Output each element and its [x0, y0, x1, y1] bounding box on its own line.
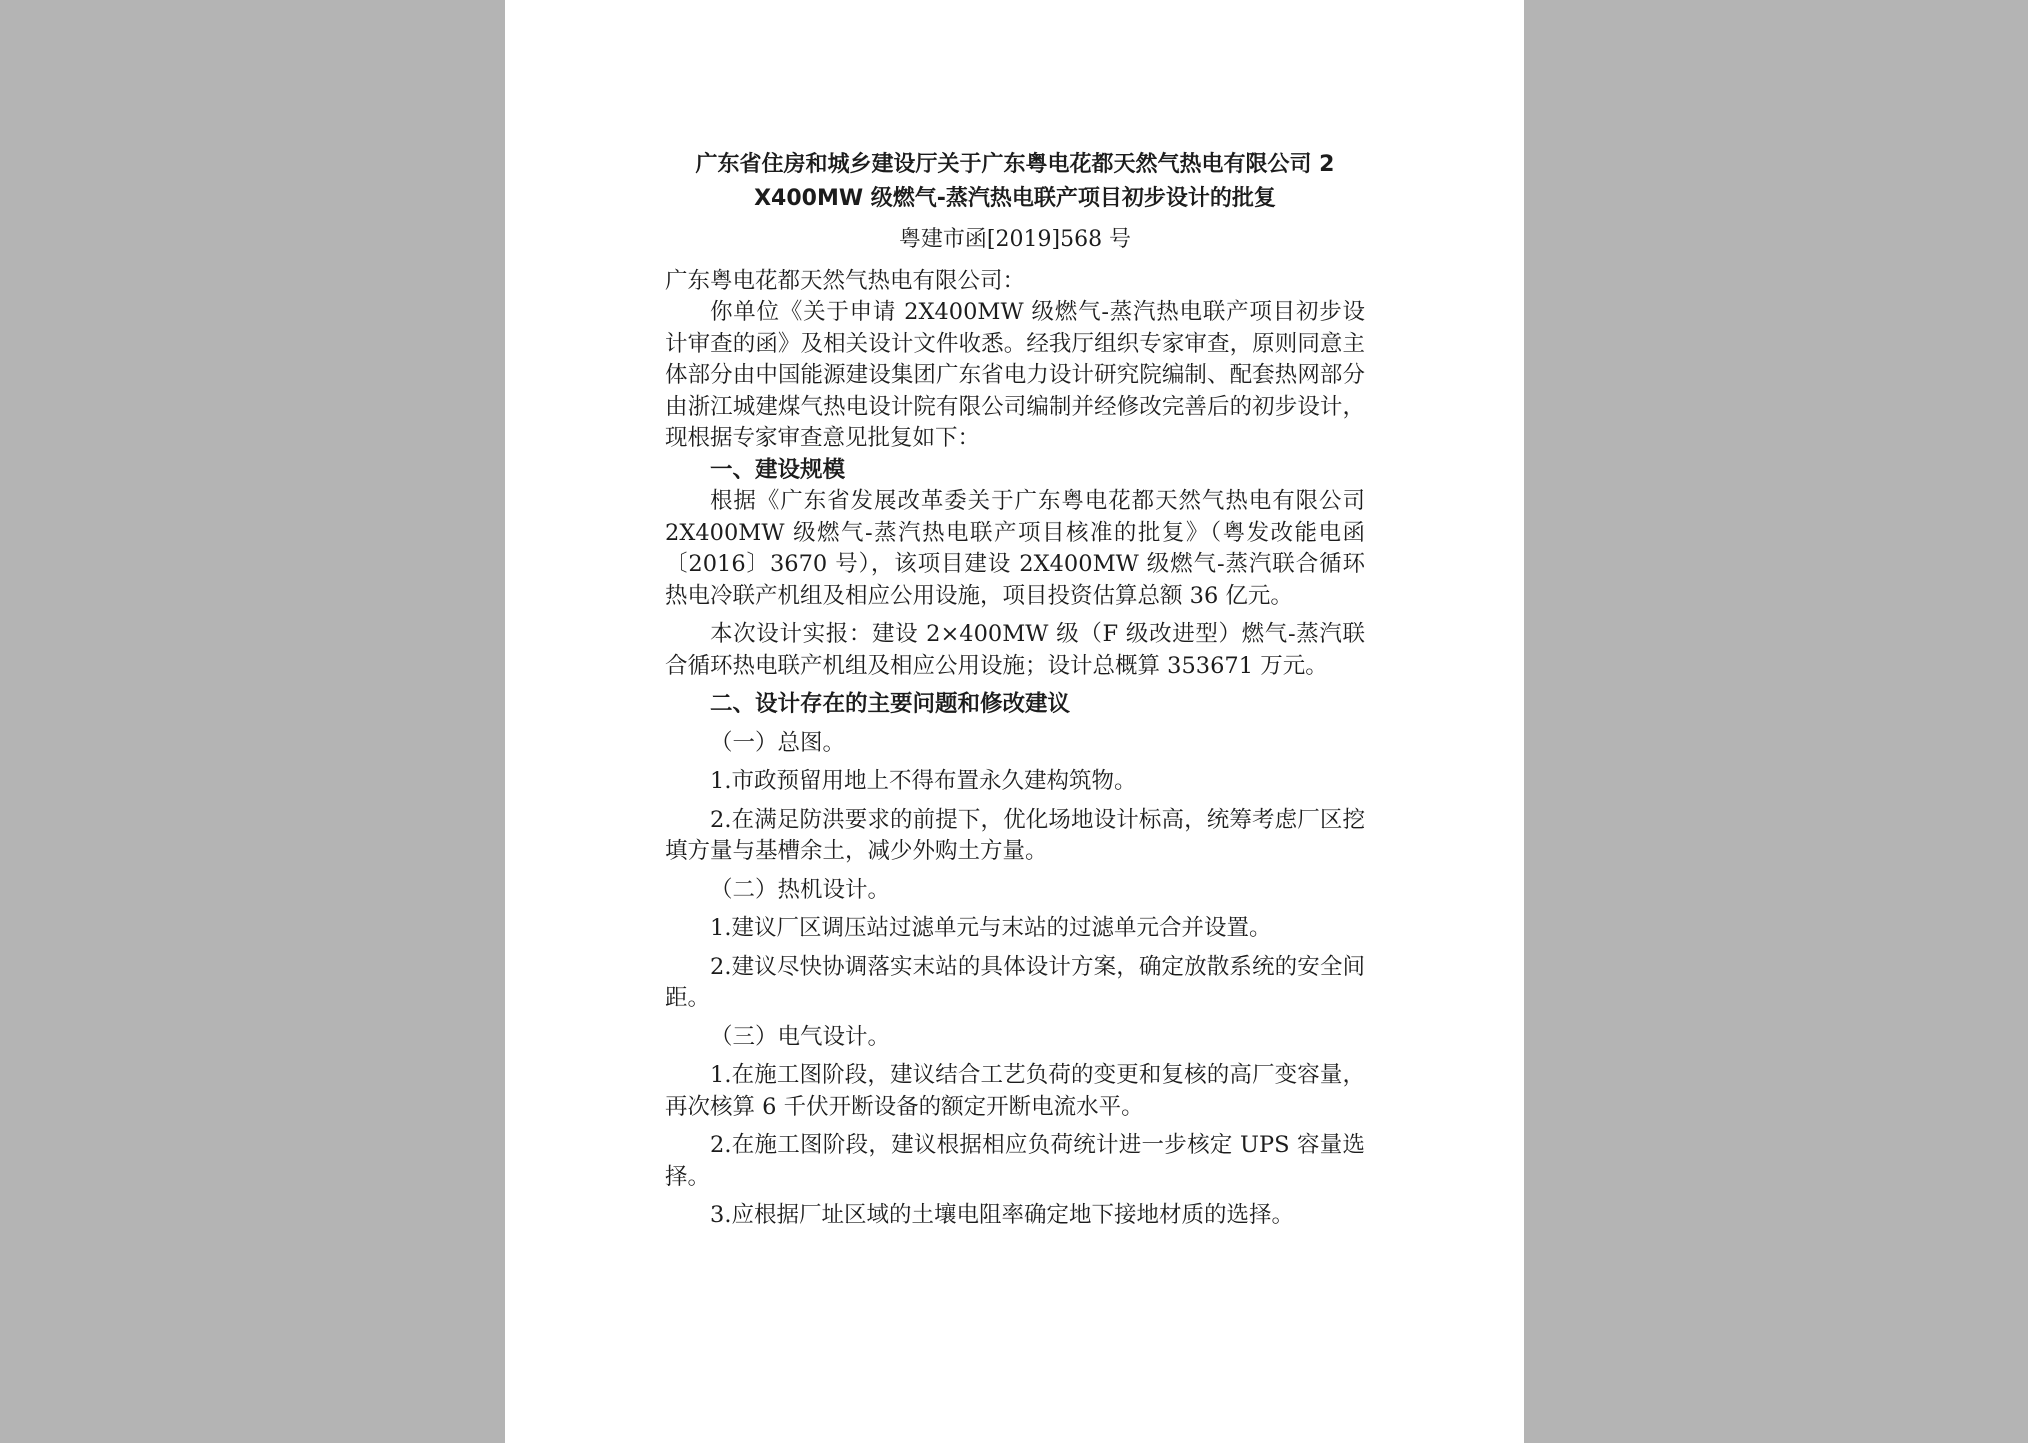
subsection-3-item-3: 3.应根据厂址区域的土壤电阻率确定地下接地材质的选择。	[710, 1202, 1294, 1228]
document-page	[505, 0, 1524, 1443]
section-1-paragraph-1: 根据《广东省发展改革委关于广东粤电花都天然气热电有限公司 2X400MW 级燃气-蒸汽热电联产项目核准的批复》（粤发改能电函〔2016〕3670 号），该项目建设 2X400MW 级燃气-蒸汽联合循环热电冷联产机组及相应公用设施，项目投资估算总额 36 亿元。	[665, 488, 1365, 609]
section-1-heading: 一、建设规模	[710, 456, 846, 483]
title-line-2: X400MW 级燃气-蒸汽热电联产项目初步设计的批复	[754, 186, 1276, 211]
section-1-paragraph-2: 本次设计实报：建设 2×400MW 级（F 级改进型）燃气-蒸汽联合循环热电联产机组及相应公用设施；设计总概算 353671 万元。	[665, 621, 1365, 679]
title-line-1: 广东省住房和城乡建设厅关于广东粤电花都天然气热电有限公司 2	[695, 152, 1335, 177]
subsection-1-item-1: 1.市政预留用地上不得布置永久建构筑物。	[710, 768, 1137, 794]
section-2-heading: 二、设计存在的主要问题和修改建议	[710, 691, 1071, 717]
document-body	[665, 148, 1365, 1232]
subsection-1-heading: （一）总图。	[710, 729, 846, 756]
subsection-2-item-1: 1.建议厂区调压站过滤单元与末站的过滤单元合并设置。	[710, 915, 1272, 941]
subsection-3-item-1: 1.在施工图阶段，建议结合工艺负荷的变更和复核的高厂变容量，再次核算 6 千伏开断设备的额定开断电流水平。	[665, 1062, 1365, 1120]
subsection-3-heading: （三）电气设计。	[710, 1023, 891, 1050]
document-number: 粤建市函[2019]568 号	[898, 227, 1132, 252]
subsection-2-item-2: 2.建议尽快协调落实末站的具体设计方案，确定放散系统的安全间距。	[665, 953, 1365, 1011]
addressee: 广东粤电花都天然气热电有限公司：	[665, 267, 1026, 294]
subsection-3-item-2: 2.在施工图阶段，建议根据相应负荷统计进一步核定 UPS 容量选择。	[665, 1132, 1365, 1190]
document-title	[651, 148, 1379, 216]
subsection-1-item-2: 2.在满足防洪要求的前提下，优化场地设计标高，统筹考虑厂区挖填方量与基槽余土，减少外购土方量。	[665, 806, 1365, 864]
subsection-2-heading: （二）热机设计。	[710, 876, 891, 903]
intro-paragraph: 你单位《关于申请 2X400MW 级燃气-蒸汽热电联产项目初步设计审查的函》及相关设计文件收悉。经我厅组织专家审查，原则同意主体部分由中国能源建设集团广东省电力设计研究院编制、配套热网部分由浙江城建煤气热电设计院有限公司编制并经修改完善后的初步设计，现根据专家审查意见批复如下：	[665, 299, 1365, 451]
